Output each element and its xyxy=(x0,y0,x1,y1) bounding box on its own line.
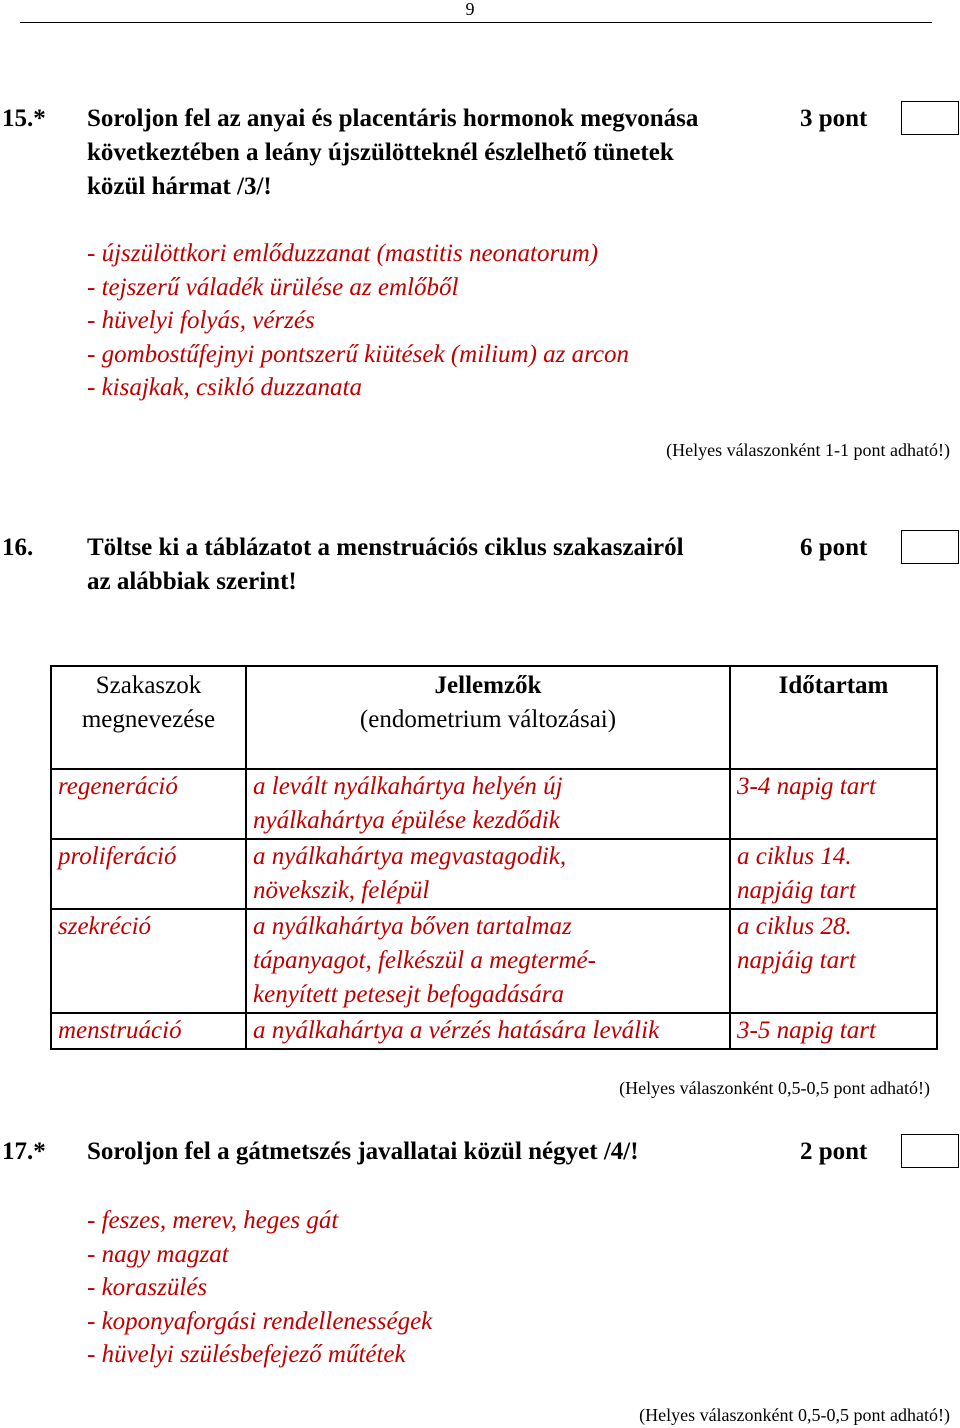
q15-number: 15.* xyxy=(2,105,46,132)
phase-duration xyxy=(730,909,937,1013)
q17-answer-item: - hüvelyi szülésbefejező műtétek xyxy=(87,1341,406,1368)
duration-line: 3-4 napig tart xyxy=(737,773,876,800)
table-row xyxy=(51,839,937,909)
phase-description xyxy=(246,909,730,1013)
q16-question xyxy=(87,531,684,599)
q17-question xyxy=(87,1135,639,1169)
q16-score-box[interactable] xyxy=(901,530,959,564)
phase-name: szekréció xyxy=(51,909,246,1013)
q15-answer-item: - újszülöttkori emlőduzzanat (mastitis neonatorum) xyxy=(87,240,599,267)
q15-points: 3 pont xyxy=(800,105,868,132)
header-text: (endometrium változásai) xyxy=(359,706,617,733)
q17-number: 17.* xyxy=(2,1138,46,1165)
header-text: Időtartam xyxy=(778,672,889,699)
header-text: Szakaszok xyxy=(95,672,202,699)
phase-duration xyxy=(730,769,937,839)
q15-question-line: következtében a leány újszülötteknél észlelhető tünetek xyxy=(87,139,674,166)
duration-line: a ciklus 28. xyxy=(737,913,852,940)
description-line: nyálkahártya épülése kezdődik xyxy=(253,807,560,834)
q16-number: 16. xyxy=(2,534,34,561)
table-row xyxy=(51,1013,937,1049)
q15-answer-item: - gombostűfejnyi pontszerű kiütések (milium) az arcon xyxy=(87,340,630,368)
header-characteristics xyxy=(246,666,730,769)
description-line: kenyített petesejt befogadására xyxy=(253,981,565,1008)
q15-question-line: közül hármat /3/! xyxy=(87,173,272,200)
q15-answers xyxy=(87,237,629,405)
q15-answer-item: - kisajkak, csikló duzzanata xyxy=(87,374,362,401)
table-row xyxy=(51,769,937,839)
q17-answer-item: - koponyaforgási rendellenességek xyxy=(87,1307,433,1335)
phase-name: proliferáció xyxy=(51,839,246,909)
description-line: növekszik, felépül xyxy=(253,877,430,904)
phase-description xyxy=(246,769,730,839)
q16-question-line: az alábbiak szerint! xyxy=(87,568,297,595)
q15-answer-item: - tejszerű váladék ürülése az emlőből xyxy=(87,273,459,301)
q15-answer-item: - hüvelyi folyás, vérzés xyxy=(87,307,315,334)
q15-question xyxy=(87,102,698,204)
q16-question-line: Töltse ki a táblázatot a menstruációs ciklus szakaszairól xyxy=(87,534,684,561)
q16-points: 6 pont xyxy=(800,534,868,561)
q15-score-box[interactable] xyxy=(901,101,959,135)
header-text: megnevezése xyxy=(81,706,216,733)
q15-question-line: Soroljon fel az anyai és placentáris hormonok megvonása xyxy=(87,105,699,132)
description-line: tápanyagot, felkészül a megtermé- xyxy=(253,947,596,974)
phase-name: menstruáció xyxy=(51,1013,246,1049)
q17-answer-item: - nagy magzat xyxy=(87,1240,229,1268)
phase-duration xyxy=(730,1013,937,1049)
q17-question-line: Soroljon fel a gátmetszés javallatai közül négyet /4/! xyxy=(87,1138,639,1165)
phase-duration xyxy=(730,839,937,909)
header-duration xyxy=(730,666,937,769)
q17-answer-item: - koraszülés xyxy=(87,1274,208,1301)
duration-line: napjáig tart xyxy=(737,877,856,904)
table-row xyxy=(51,909,937,1013)
q17-answer-item: - feszes, merev, heges gát xyxy=(87,1207,339,1234)
table-header-row xyxy=(51,666,937,769)
menstrual-cycle-table xyxy=(50,665,938,1050)
q17-answers xyxy=(87,1204,432,1372)
description-line: a nyálkahártya bőven tartalmaz xyxy=(253,913,572,940)
q16-scoring-note: (Helyes válaszonként 0,5-0,5 pont adható!) xyxy=(619,1078,930,1098)
q17-points: 2 pont xyxy=(800,1138,868,1165)
description-line: a nyálkahártya a vérzés hatására leválik xyxy=(253,1017,660,1044)
duration-line: 3-5 napig tart xyxy=(737,1017,876,1044)
duration-line: a ciklus 14. xyxy=(737,843,852,870)
phase-name: regeneráció xyxy=(51,769,246,839)
duration-line: napjáig tart xyxy=(737,947,856,974)
header-text: Jellemzők xyxy=(434,672,542,699)
header-rule xyxy=(20,22,932,23)
phase-description xyxy=(246,839,730,909)
q17-scoring-note: (Helyes válaszonként 0,5-0,5 pont adható!) xyxy=(639,1405,950,1425)
q17-score-box[interactable] xyxy=(901,1134,959,1168)
q15-scoring-note: (Helyes válaszonként 1-1 pont adható!) xyxy=(666,440,950,460)
description-line: a levált nyálkahártya helyén új xyxy=(253,773,563,800)
header-phase-name xyxy=(51,666,246,769)
description-line: a nyálkahártya megvastagodik, xyxy=(253,843,567,870)
page-number: 9 xyxy=(465,0,475,19)
phase-description xyxy=(246,1013,730,1049)
